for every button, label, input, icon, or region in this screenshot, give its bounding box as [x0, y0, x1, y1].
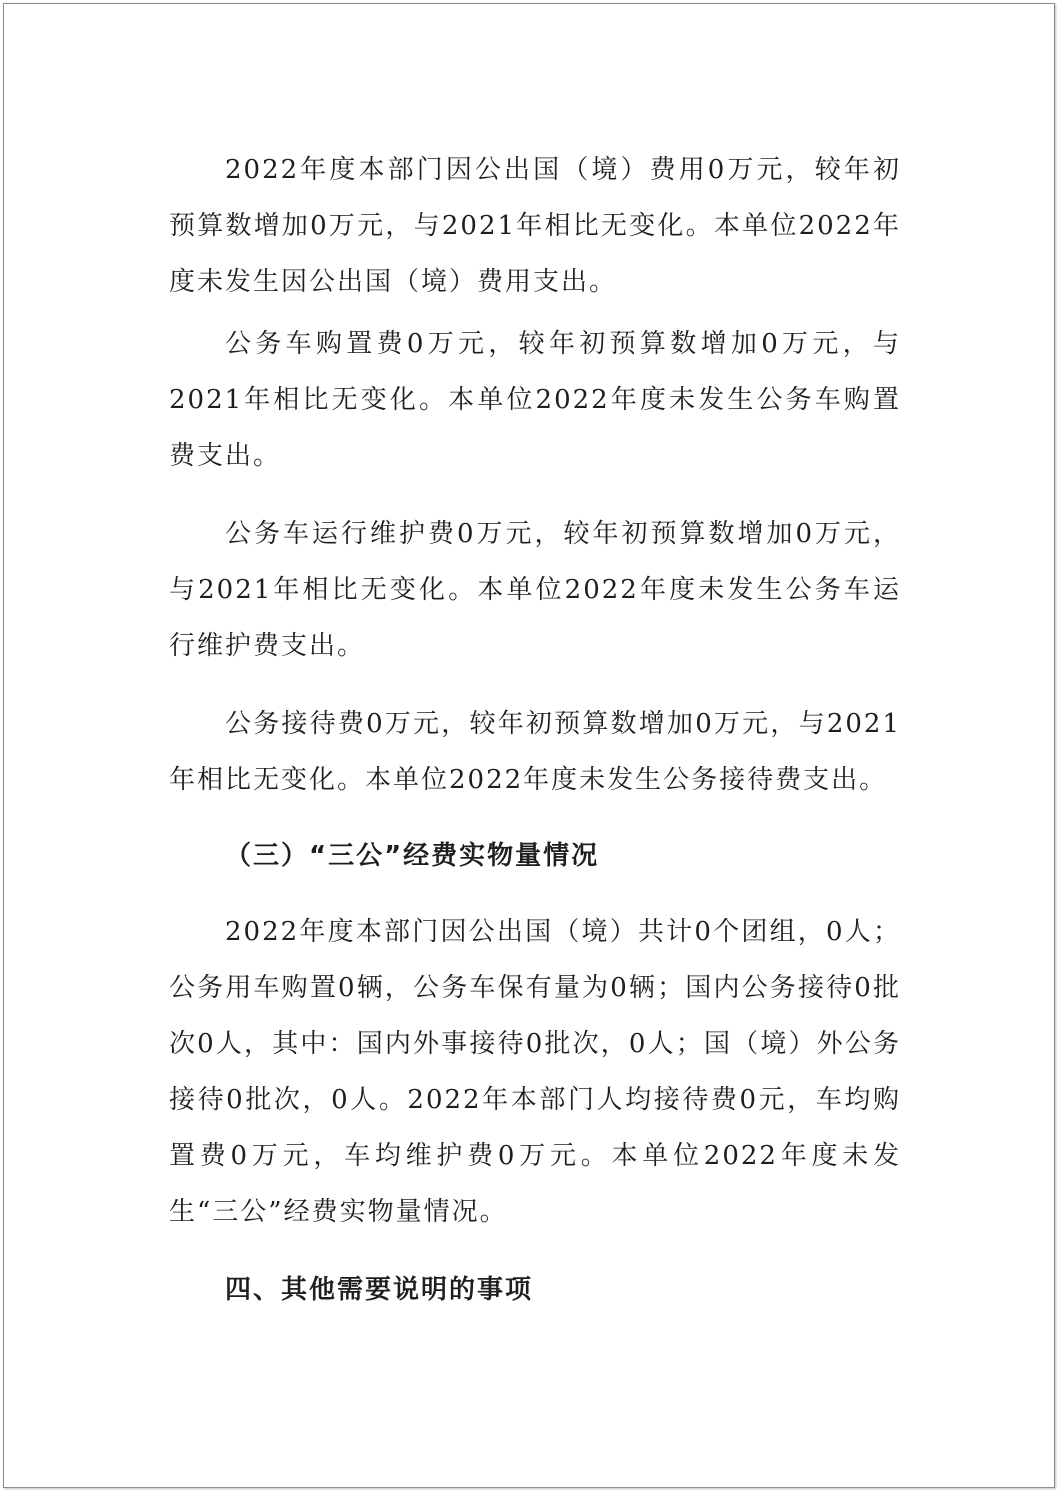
paragraph-reception: 公务接待费0万元，较年初预算数增加0万元，与2021年相比无变化。本单位2022年度未发生公务接待费支出。: [169, 709, 901, 795]
paragraph-physical-quantity: 2022年度本部门因公出国（境）共计0个团组，0人；公务用车购置0辆，公务车保有量为0辆；国内公务接待0批次0人，其中：国内外事接待0批次，0人；国（境）外公务接待0批次，0人。2022年本部门人均接待费0元，车均购置费0万元，车均维护费0万元。本单位2022年度未发生“三公”经费实物量情况。: [169, 917, 901, 1227]
document-page: [3, 3, 1055, 1488]
document-body: [169, 142, 901, 1318]
section-heading: 四、其他需要说明的事项: [225, 1275, 534, 1305]
section-subheading: （三）“三公”经费实物量情况: [225, 841, 600, 871]
paragraph-overseas-travel: 2022年度本部门因公出国（境）费用0万元，较年初预算数增加0万元，与2021年相比无变化。本单位2022年度未发生因公出国（境）费用支出。: [169, 155, 901, 297]
paragraph-vehicle-maintenance: 公务车运行维护费0万元，较年初预算数增加0万元，与2021年相比无变化。本单位2022年度未发生公务车运行维护费支出。: [169, 519, 901, 661]
paragraph-vehicle-purchase: 公务车购置费0万元，较年初预算数增加0万元，与2021年相比无变化。本单位2022年度未发生公务车购置费支出。: [169, 329, 901, 471]
